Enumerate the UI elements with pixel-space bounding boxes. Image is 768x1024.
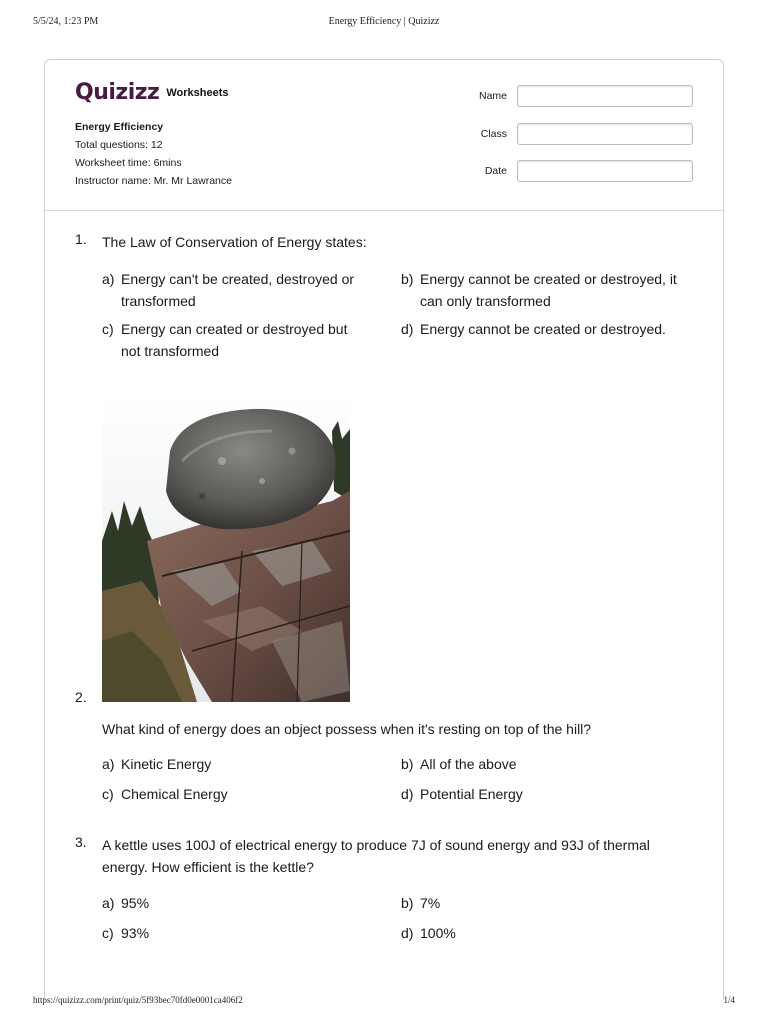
- date-label: Date: [484, 165, 507, 177]
- option-letter: c): [102, 786, 114, 802]
- option-text: Energy cannot be created or destroyed, it can only transformed: [420, 271, 677, 309]
- quizizz-logo: Quizizz: [75, 80, 160, 105]
- option-text: Potential Energy: [420, 786, 523, 802]
- option-text: Kinetic Energy: [121, 756, 212, 772]
- option-d: [401, 922, 681, 944]
- option-letter: a): [102, 271, 115, 287]
- question-number: 1.: [75, 231, 87, 247]
- option-letter: a): [102, 895, 115, 911]
- option-c: [102, 318, 367, 362]
- option-b: [401, 268, 701, 312]
- option-letter: a): [102, 756, 115, 772]
- option-text: 100%: [420, 925, 456, 941]
- print-title: Energy Efficiency | Quizizz: [328, 16, 440, 27]
- option-letter: d): [401, 786, 414, 802]
- brand: [75, 80, 229, 105]
- option-a: [102, 268, 382, 312]
- worksheet-time: Worksheet time: 6mins: [75, 157, 182, 169]
- class-field[interactable]: [517, 123, 693, 145]
- date-field[interactable]: [517, 160, 693, 182]
- print-footer: [33, 995, 735, 1009]
- option-c: [102, 783, 382, 805]
- option-c: [102, 922, 382, 944]
- name-field[interactable]: [517, 85, 693, 107]
- option-text: Chemical Energy: [121, 786, 228, 802]
- option-letter: c): [102, 321, 114, 337]
- print-date: 5/5/24, 1:23 PM: [33, 16, 99, 27]
- class-label: Class: [480, 127, 507, 140]
- option-b: [401, 892, 681, 914]
- date-row: [465, 160, 695, 198]
- question-text: What kind of energy does an object possess when it's resting on top of the hill?: [102, 721, 592, 737]
- option-b: [401, 753, 681, 775]
- class-row: [465, 123, 695, 161]
- option-letter: b): [401, 895, 414, 911]
- instructor-name: Instructor name: Mr. Mr Lawrance: [75, 175, 232, 187]
- name-row: [465, 85, 695, 123]
- question-number: 2.: [75, 689, 87, 705]
- option-text: 7%: [420, 895, 441, 911]
- quiz-title: Energy Efficiency: [75, 121, 164, 133]
- option-a: [102, 892, 382, 914]
- quiz-meta: [75, 118, 232, 190]
- option-d: [401, 318, 701, 340]
- option-d: [401, 783, 681, 805]
- name-label: Name: [478, 90, 507, 102]
- worksheet: [44, 59, 724, 1000]
- option-text: Energy can created or destroyed but not transformed: [121, 321, 348, 359]
- option-text: 93%: [121, 925, 150, 941]
- option-text: Energy can't be created, destroyed or transformed: [121, 271, 355, 309]
- option-letter: b): [401, 756, 414, 772]
- option-text: 95%: [121, 895, 150, 911]
- worksheet-header: [45, 60, 723, 211]
- brand-subtitle: Worksheets: [166, 86, 229, 99]
- balanced-boulder-photo: [102, 391, 350, 702]
- total-questions: Total questions: 12: [75, 139, 163, 151]
- print-header: [33, 16, 735, 30]
- option-text: Energy cannot be created or destroyed.: [420, 321, 666, 337]
- question-number: 3.: [75, 834, 87, 850]
- option-letter: d): [401, 321, 414, 337]
- question-text: The Law of Conservation of Energy states:: [102, 234, 367, 250]
- question-text: A kettle uses 100J of electrical energy to produce 7J of sound energy and 93J of thermal energy. How efficient is the kettle?: [102, 837, 650, 875]
- option-letter: b): [401, 271, 414, 287]
- option-letter: d): [401, 925, 414, 941]
- student-fields: [465, 85, 695, 198]
- option-a: [102, 753, 382, 775]
- option-text: All of the above: [420, 756, 517, 772]
- page-number: 1/4: [723, 995, 735, 1005]
- option-letter: c): [102, 925, 114, 941]
- print-url: https://quizizz.com/print/quiz/5f93bec70fd0e0001ca406f2: [33, 995, 243, 1005]
